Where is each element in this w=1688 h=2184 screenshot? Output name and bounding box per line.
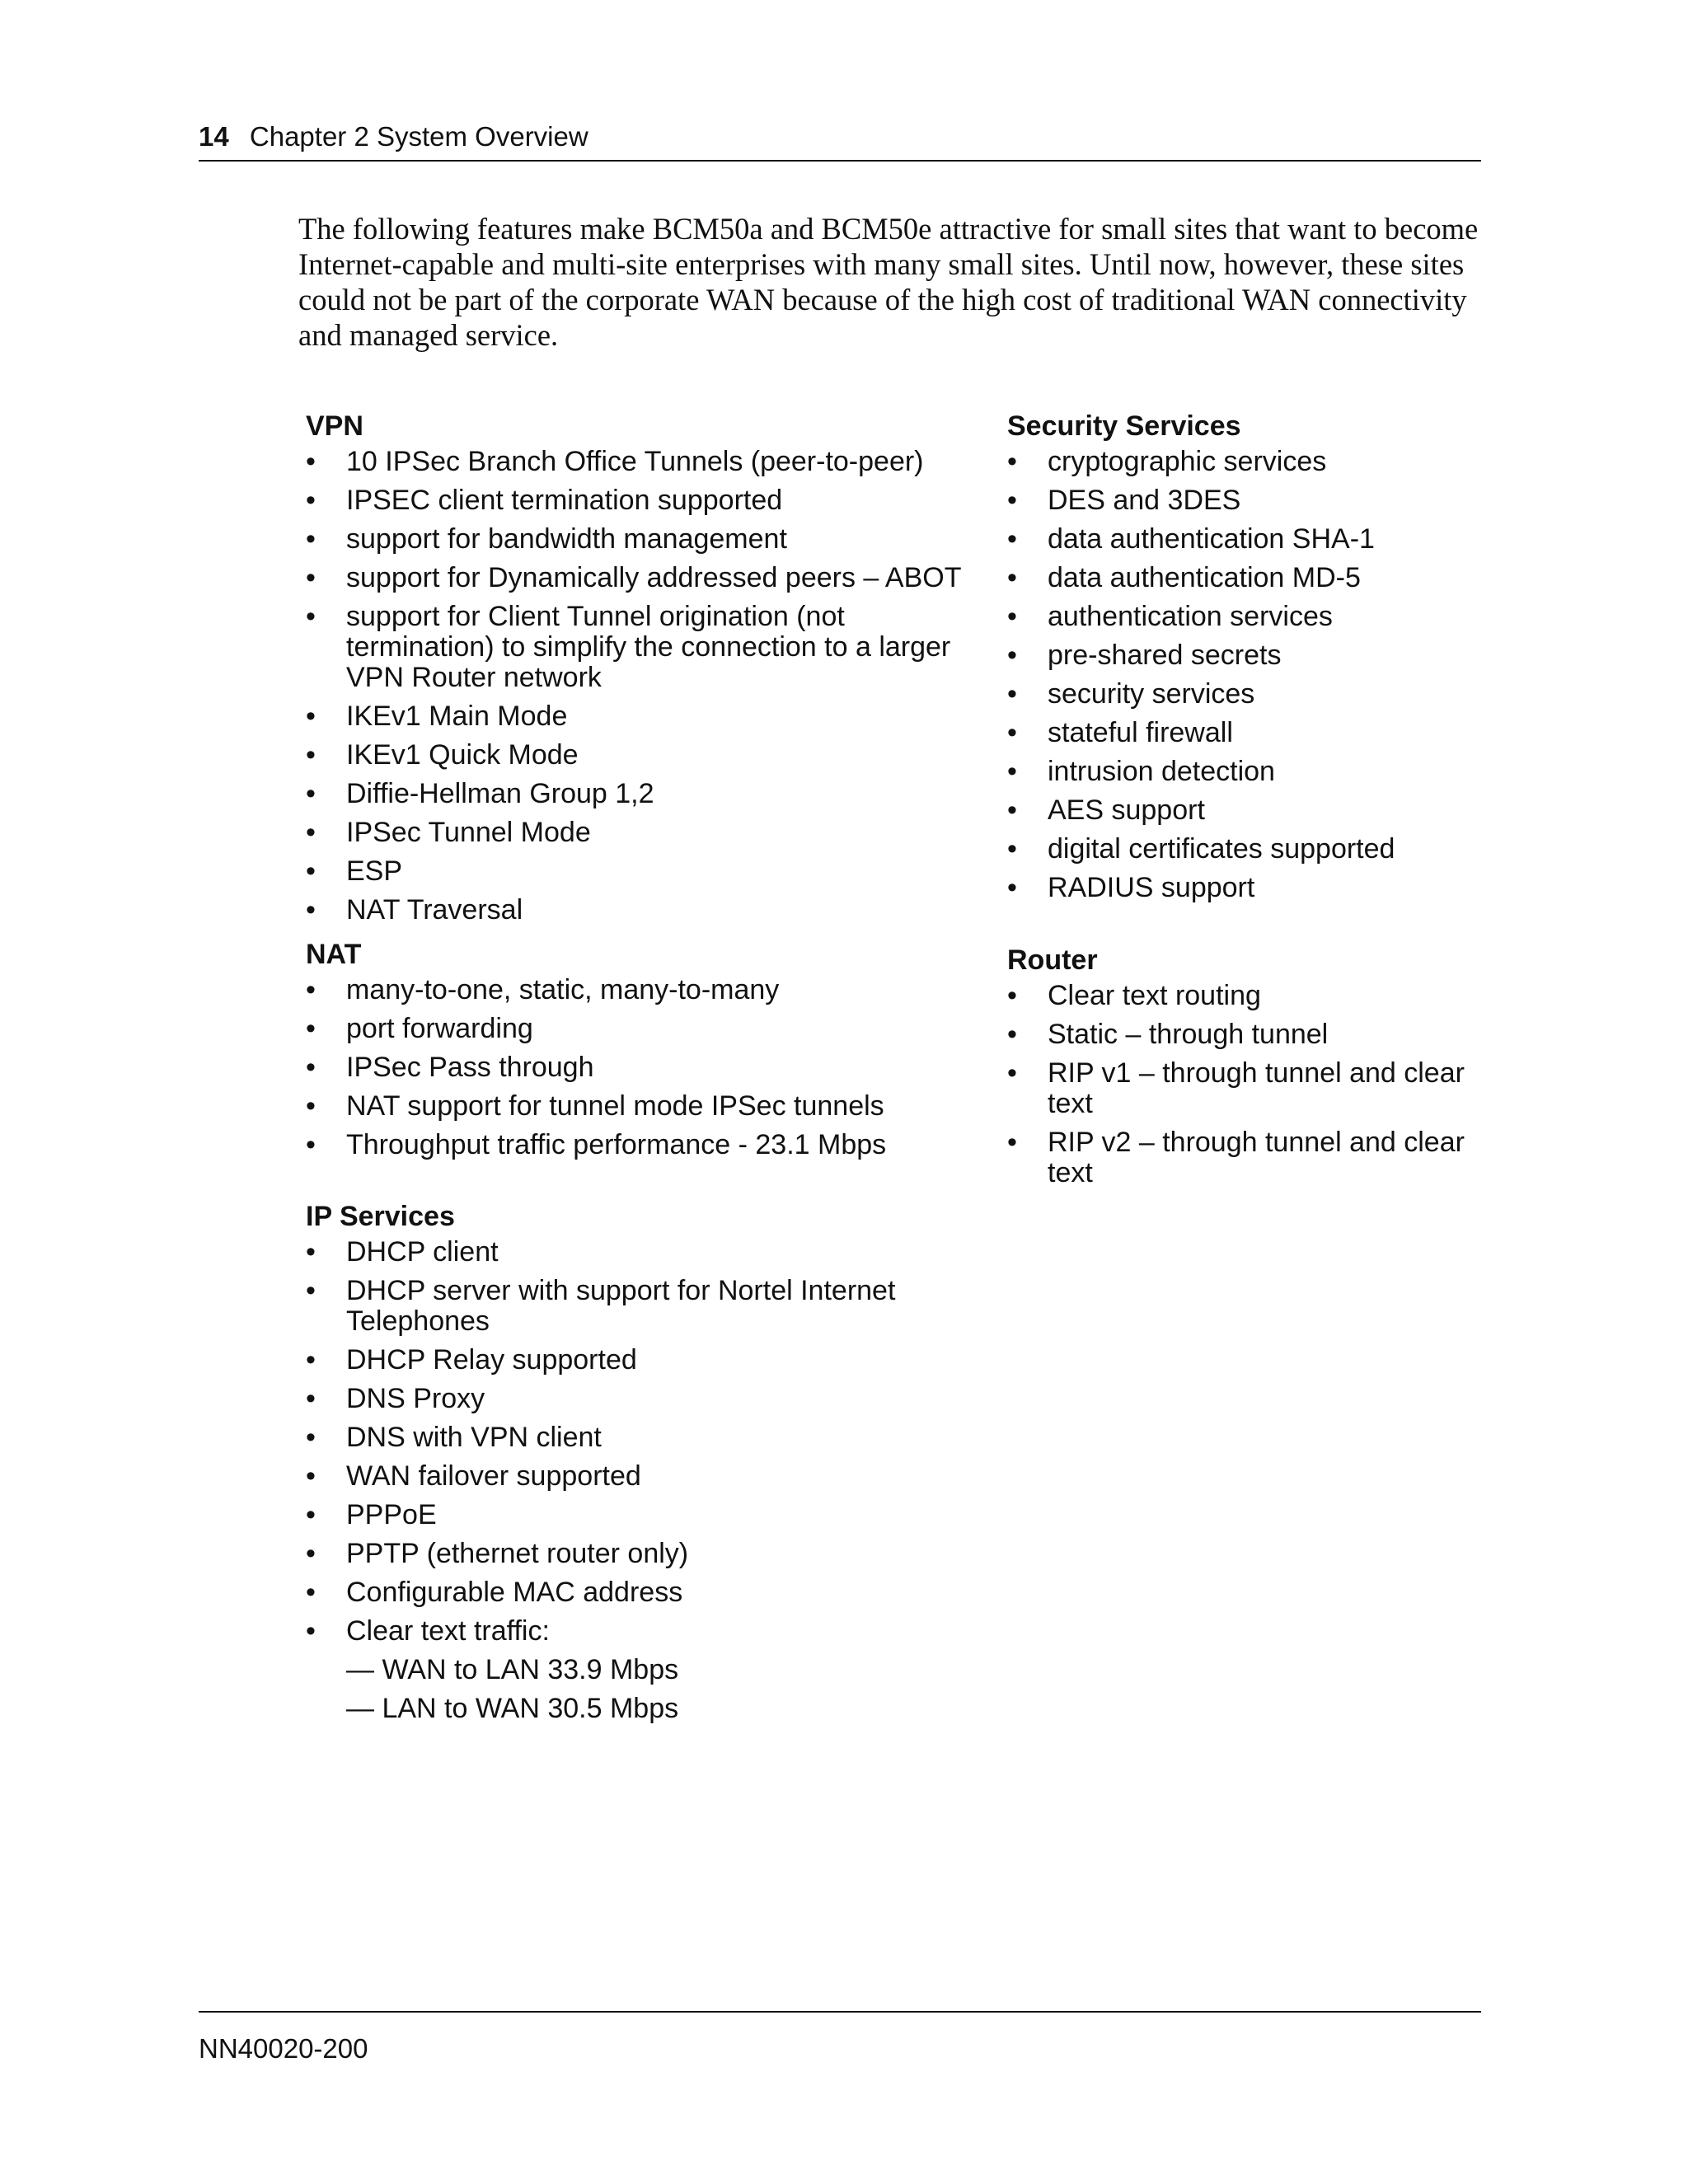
list-item-text: DES and 3DES [1048, 485, 1241, 516]
list-item [306, 1345, 965, 1376]
bullet-icon: • [1007, 756, 1017, 787]
list-item [306, 1052, 965, 1083]
bullet-icon: • [306, 485, 316, 516]
list-item-text: Diffie-Hellman Group 1,2 [346, 778, 654, 809]
list-item-text: authentication services [1048, 601, 1333, 632]
list-item [306, 1422, 965, 1453]
bullet-icon: • [306, 446, 316, 477]
list-item [1007, 834, 1485, 865]
list-item [1007, 757, 1485, 787]
list-item-text: Static – through tunnel [1048, 1019, 1329, 1050]
list-item [1007, 1019, 1485, 1050]
list-item [306, 1091, 965, 1122]
list-item-text: DNS Proxy [346, 1383, 485, 1414]
security-list [1007, 447, 1485, 903]
bullet-icon: • [1007, 523, 1017, 555]
list-item-text: digital certificates supported [1048, 833, 1395, 865]
list-item-text: DNS with VPN client [346, 1422, 602, 1453]
list-item-text: support for Client Tunnel origination (not termination) to simplify the connection to a larger VPN Router network [346, 601, 951, 693]
router-heading: Router [1007, 944, 1098, 976]
list-item-text: RIP v2 – through tunnel and clear text [1048, 1127, 1465, 1188]
router-list [1007, 981, 1485, 1188]
vpn-section [306, 405, 965, 926]
bullet-icon: • [1007, 601, 1017, 632]
list-item-text: support for bandwidth management [346, 523, 787, 555]
list-item-text: support for Dynamically addressed peers – ABOT [346, 562, 962, 593]
bullet-icon: • [306, 523, 316, 555]
bullet-icon: • [306, 1422, 316, 1453]
bullet-icon: • [1007, 717, 1017, 748]
bullet-icon: • [1007, 872, 1017, 903]
router-section [1007, 940, 1485, 1188]
bullet-icon: • [306, 1577, 316, 1608]
list-item-text: pre-shared secrets [1048, 640, 1282, 671]
bullet-icon: • [306, 1460, 316, 1492]
bullet-icon: • [1007, 640, 1017, 671]
ip-services-heading: IP Services [306, 1201, 455, 1232]
bullet-icon: • [306, 1129, 316, 1160]
list-item [1007, 1127, 1485, 1188]
list-item-text: IKEv1 Quick Mode [346, 739, 579, 771]
list-item [1007, 447, 1485, 477]
sub-list-item: — WAN to LAN 33.9 Mbps [346, 1654, 679, 1685]
list-item [306, 975, 965, 1005]
bullet-icon: • [306, 778, 316, 809]
list-item-text: Throughput traffic performance - 23.1 Mbps [346, 1129, 887, 1160]
list-item-text: intrusion detection [1048, 756, 1275, 787]
bullet-icon: • [1007, 562, 1017, 593]
list-item [306, 524, 965, 555]
bullet-icon: • [1007, 678, 1017, 710]
list-item [306, 1276, 965, 1337]
left-column [306, 405, 965, 1732]
nat-section [306, 934, 965, 1160]
list-item-text: Clear text routing [1048, 980, 1261, 1011]
intro-paragraph: The following features make BCM50a and BCM50e attractive for small sites that want to become Internet-capable and multi-site enterprises with many small sites. Until now, however, these sites could not be part of the corporate WAN because of the high cost of traditional WAN connectivity and managed service. [298, 212, 1479, 352]
bullet-icon: • [306, 855, 316, 887]
page-number: 14 [199, 121, 229, 152]
list-item-text: AES support [1048, 794, 1205, 826]
right-column [1007, 405, 1485, 1197]
list-item [306, 1500, 965, 1530]
list-item-text: NAT Traversal [346, 894, 523, 926]
security-heading: Security Services [1007, 410, 1241, 442]
bullet-icon: • [1007, 833, 1017, 865]
list-item [1007, 640, 1485, 671]
nat-list [306, 975, 965, 1160]
bullet-icon: • [306, 894, 316, 926]
bullet-icon: • [306, 1013, 316, 1044]
list-item [1007, 485, 1485, 516]
list-item [1007, 795, 1485, 826]
list-item-text: RIP v1 – through tunnel and clear text [1048, 1057, 1465, 1119]
list-item-text: many-to-one, static, many-to-many [346, 974, 780, 1005]
list-item [306, 1014, 965, 1044]
list-item-text: DHCP client [346, 1236, 499, 1268]
list-item-text: data authentication SHA-1 [1048, 523, 1375, 555]
bullet-icon: • [1007, 1019, 1017, 1050]
list-item-text: data authentication MD-5 [1048, 562, 1361, 593]
bullet-icon: • [1007, 485, 1017, 516]
list-item [306, 1577, 965, 1608]
chapter-title: Chapter 2 System Overview [249, 121, 588, 152]
list-item-text: IPSec Tunnel Mode [346, 817, 591, 848]
list-item-text: IPSEC client termination supported [346, 485, 783, 516]
list-item [306, 602, 965, 693]
bullet-icon: • [1007, 1057, 1017, 1089]
list-item [306, 1461, 965, 1492]
bullet-icon: • [306, 601, 316, 632]
bullet-icon: • [306, 1615, 316, 1647]
list-item [1007, 718, 1485, 748]
list-item [306, 485, 965, 516]
list-item-text: DHCP Relay supported [346, 1344, 637, 1376]
bullet-icon: • [306, 1090, 316, 1122]
bullet-icon: • [306, 817, 316, 848]
bullet-icon: • [1007, 1127, 1017, 1158]
list-item [1007, 563, 1485, 593]
bullet-icon: • [306, 974, 316, 1005]
list-item [1007, 1058, 1485, 1119]
bullet-icon: • [306, 1383, 316, 1414]
list-item [306, 563, 965, 593]
list-item-text: RADIUS support [1048, 872, 1255, 903]
list-item [306, 740, 965, 771]
list-item-text: IPSec Pass through [346, 1052, 594, 1083]
bullet-icon: • [306, 739, 316, 771]
list-item-text: 10 IPSec Branch Office Tunnels (peer-to-peer) [346, 446, 924, 477]
list-item [306, 1384, 965, 1414]
bullet-icon: • [1007, 446, 1017, 477]
list-item [306, 701, 965, 732]
list-item [306, 779, 965, 809]
ip-services-section [306, 1196, 965, 1724]
list-item-text: PPPoE [346, 1499, 437, 1530]
list-item [306, 1237, 965, 1268]
list-item [306, 1539, 965, 1569]
list-item [306, 818, 965, 848]
list-item-text: security services [1048, 678, 1255, 710]
list-item-text: cryptographic services [1048, 446, 1327, 477]
bullet-icon: • [306, 701, 316, 732]
list-item-text: port forwarding [346, 1013, 533, 1044]
sub-list-item: — LAN to WAN 30.5 Mbps [346, 1693, 679, 1724]
list-item-text: ESP [346, 855, 403, 887]
list-item [1007, 873, 1485, 903]
list-item-text: DHCP server with support for Nortel Internet Telephones [346, 1275, 896, 1337]
bullet-icon: • [306, 1236, 316, 1268]
nat-heading: NAT [306, 939, 362, 970]
ip-services-list [306, 1237, 965, 1724]
bullet-icon: • [1007, 794, 1017, 826]
list-item [1007, 679, 1485, 710]
page-footer [199, 2011, 1481, 2065]
bullet-icon: • [306, 1275, 316, 1306]
bullet-icon: • [1007, 980, 1017, 1011]
list-item-text: PPTP (ethernet router only) [346, 1538, 689, 1569]
list-item [306, 1130, 965, 1160]
list-item-text: IKEv1 Main Mode [346, 701, 568, 732]
list-item [1007, 602, 1485, 632]
list-item-text: Configurable MAC address [346, 1577, 683, 1608]
bullet-icon: • [306, 562, 316, 593]
bullet-icon: • [306, 1538, 316, 1569]
list-item [306, 1616, 965, 1647]
list-item-text: WAN failover supported [346, 1460, 641, 1492]
bullet-icon: • [306, 1499, 316, 1530]
list-item [306, 447, 965, 477]
list-item [1007, 524, 1485, 555]
list-item-text: Clear text traffic: [346, 1615, 550, 1647]
list-item [306, 895, 965, 926]
document-number: NN40020-200 [199, 2033, 368, 2064]
bullet-icon: • [306, 1052, 316, 1083]
list-item-text: stateful firewall [1048, 717, 1233, 748]
vpn-list [306, 447, 965, 926]
security-section [1007, 405, 1485, 903]
list-item [1007, 981, 1485, 1011]
list-item [306, 856, 965, 887]
page-header [199, 120, 1481, 162]
bullet-icon: • [306, 1344, 316, 1376]
list-item-text: NAT support for tunnel mode IPSec tunnels [346, 1090, 884, 1122]
vpn-heading: VPN [306, 410, 363, 442]
